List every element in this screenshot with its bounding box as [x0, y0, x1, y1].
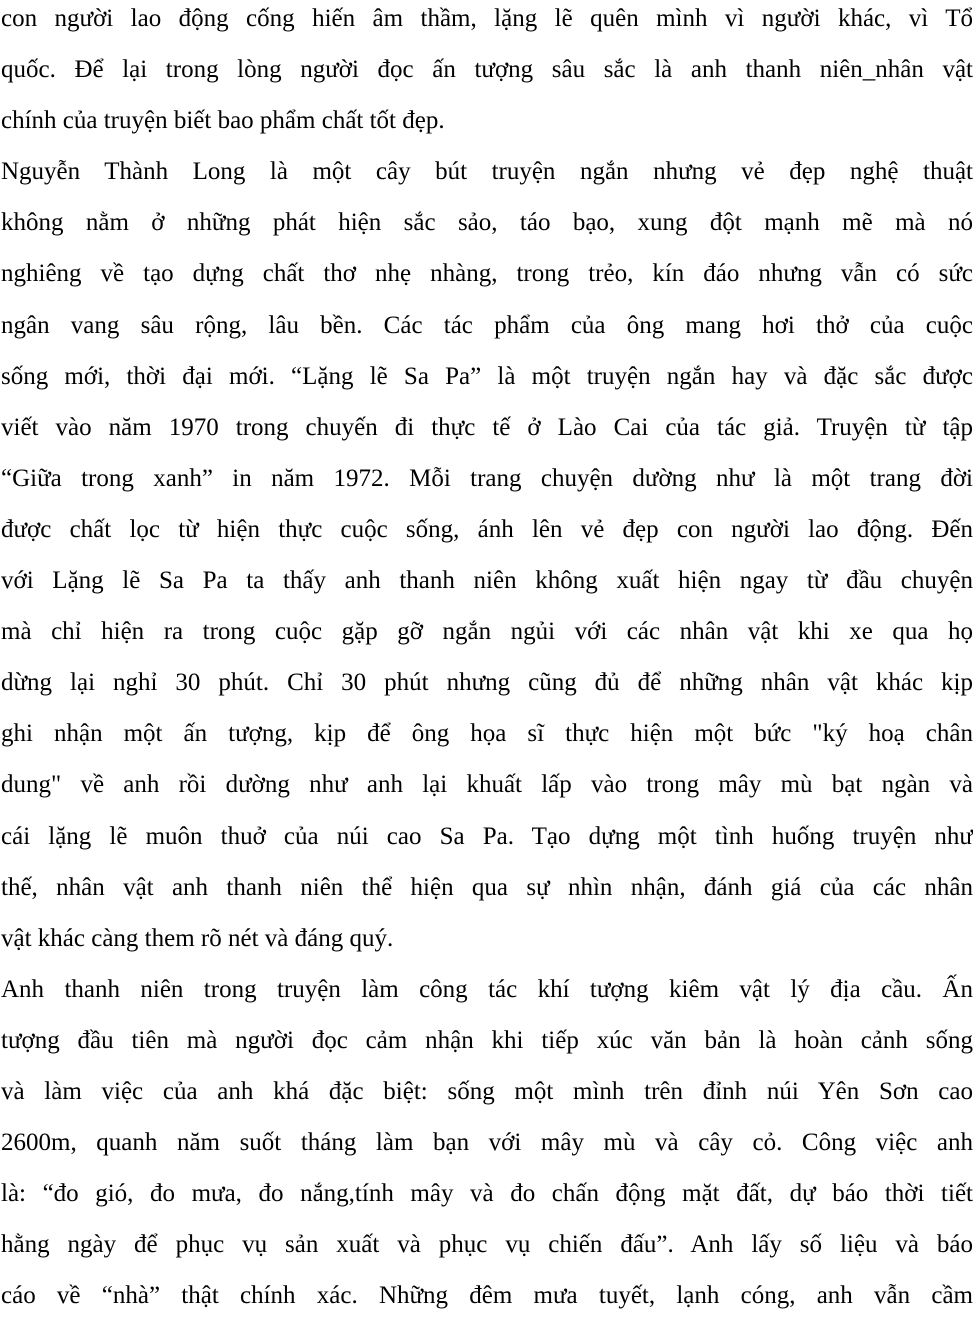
text-line: con người lao động cống hiến âm thầm, lặng lẽ quên mình vì người khác, vì Tổ	[1, 5, 973, 32]
text-line: là: “đo gió, đo mưa, đo nắng,tính mây và đo chấn động mặt đất, dự báo thời tiết	[1, 1180, 973, 1208]
text-line: không nằm ở những phát hiện sắc sảo, táo bạo, xung đột mạnh mẽ mà nó	[1, 209, 973, 237]
text-line: quốc. Để lại trong lòng người đọc ấn tượng sâu sắc là anh thanh niên_nhân vật	[1, 56, 973, 84]
text-line: ghi nhận một ấn tượng, kịp để ông họa sĩ thực hiện một bức "ký hoạ chân	[1, 720, 973, 748]
text-line: thế, nhân vật anh thanh niên thể hiện qua sự nhìn nhận, đánh giá của các nhân	[1, 873, 973, 901]
text-line: vật khác càng them rõ nét và đáng quý.	[1, 924, 394, 952]
text-line: sống mới, thời đại mới. “Lặng lẽ Sa Pa” là một truyện ngắn hay và đặc sắc được	[1, 362, 973, 390]
text-line: hằng ngày để phục vụ sản xuất và phục vụ chiến đấu”. Anh lấy số liệu và báo	[1, 1231, 973, 1259]
text-line: tượng đầu tiên mà người đọc cảm nhận khi tiếp xúc văn bản là hoàn cảnh sống	[1, 1026, 973, 1054]
text-line: Nguyễn Thành Long là một cây bút truyện ngắn nhưng vẻ đẹp nghệ thuật	[1, 158, 973, 186]
text-line: mà chỉ hiện ra trong cuộc gặp gỡ ngắn ngủi với các nhân vật khi xe qua họ	[1, 618, 973, 646]
text-line: với Lặng lẽ Sa Pa ta thấy anh thanh niên không xuất hiện ngay từ đầu chuyện	[1, 567, 973, 595]
text-line: nghiêng về tạo dựng chất thơ nhẹ nhàng, trong trẻo, kín đáo nhưng vẫn có sức	[1, 260, 973, 288]
text-line: ngân vang sâu rộng, lâu bền. Các tác phẩm của ông mang hơi thở của cuộc	[1, 311, 973, 339]
text-line: dừng lại nghỉ 30 phút. Chỉ 30 phút nhưng cũng đủ để những nhân vật khác kịp	[1, 669, 973, 697]
text-line: Anh thanh niên trong truyện làm công tác khí tượng kiêm vật lý địa cầu. Ấn	[1, 975, 973, 1003]
text-line: cáo về “nhà” thật chính xác. Những đêm mưa tuyết, lạnh cóng, anh vẫn cầm	[1, 1282, 973, 1310]
text-line: viết vào năm 1970 trong chuyến đi thực tế ở Lào Cai của tác giả. Truyện từ tập	[1, 413, 973, 441]
text-line: chính của truyện biết bao phẩm chất tốt đẹp.	[1, 107, 445, 135]
text-line: “Giữa trong xanh” in năm 1972. Mỗi trang chuyện dường như là một trang đời	[1, 464, 973, 492]
text-line: và làm việc của anh khá đặc biệt: sống một mình trên đỉnh núi Yên Sơn cao	[1, 1077, 973, 1105]
text-line: cái lặng lẽ muôn thuở của núi cao Sa Pa. Tạo dựng một tình huống truyện như	[1, 822, 973, 850]
text-line: dung" về anh rồi dường như anh lại khuất lấp vào trong mây mù bạt ngàn và	[1, 771, 973, 799]
text-line: được chất lọc từ hiện thực cuộc sống, ánh lên vẻ đẹp con người lao động. Đến	[1, 515, 973, 543]
text-line: 2600m, quanh năm suốt tháng làm bạn với mây mù và cây cỏ. Công việc anh	[1, 1129, 973, 1157]
